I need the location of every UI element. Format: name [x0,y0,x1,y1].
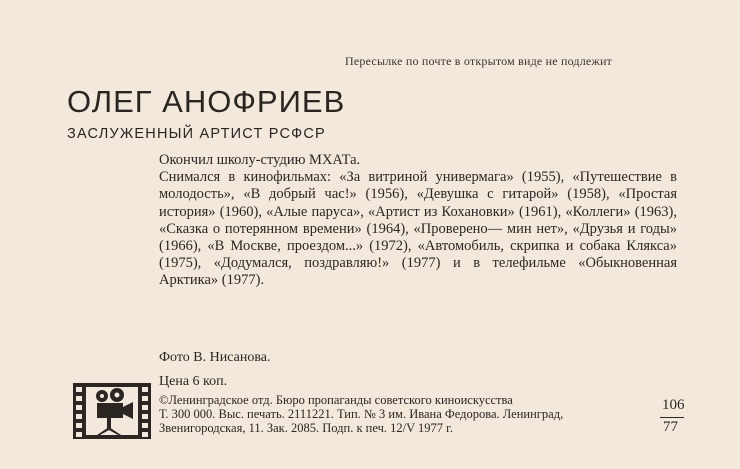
photo-credit: Фото В. Нисанова. [159,350,271,365]
catalog-code-top: 106 [662,397,685,413]
imprint-line: Звенигородская, 11. Зак. 2085. Подп. к печ. 12/V 1977 г. [159,421,453,435]
postal-notice: Пересылке по почте в открытом виде не подлежит [345,54,613,68]
biography [159,152,677,290]
imprint-line: Т. 300 000. Выс. печать. 2111221. Тип. № 3 им. Ивана Федорова. Ленинград, [159,407,564,421]
catalog-code-bottom: 77 [663,419,678,435]
price-label: Цена 6 коп. [159,374,228,389]
code-divider [660,417,684,418]
artist-name: ОЛЕГ АНОФРИЕВ [67,84,346,119]
film-projector-logo-icon [73,383,151,439]
imprint [159,393,657,435]
filmography-text: Снимался в кинофильмах: «За витриной универмага» (1955), «Путешествие в молодость», «В добрый час!» (1956), «Девушка с гитарой» (1958), «Простая история» (1960), «Алые паруса», «Артист из Кохановки» (1961), «Коллеги» (1963), «Сказка о потерянном времени» (1964), «Проверено— мин нет», «Друзья и годы» (1966), «В Москве, проездом...» (1972), «Автомобиль, скрипка и собака Клякса» (1975), «Додумался, поздравляю!» (1977) и в телефильме «Обыкновенная Арктика» (1977). [159,169,677,289]
education-text: Окончил школу-студию МХАТа. [159,152,361,168]
artist-title: ЗАСЛУЖЕННЫЙ АРТИСТ РСФСР [67,126,326,142]
imprint-line: ©Ленинградское отд. Бюро пропаганды советского киноискусства [159,393,513,407]
